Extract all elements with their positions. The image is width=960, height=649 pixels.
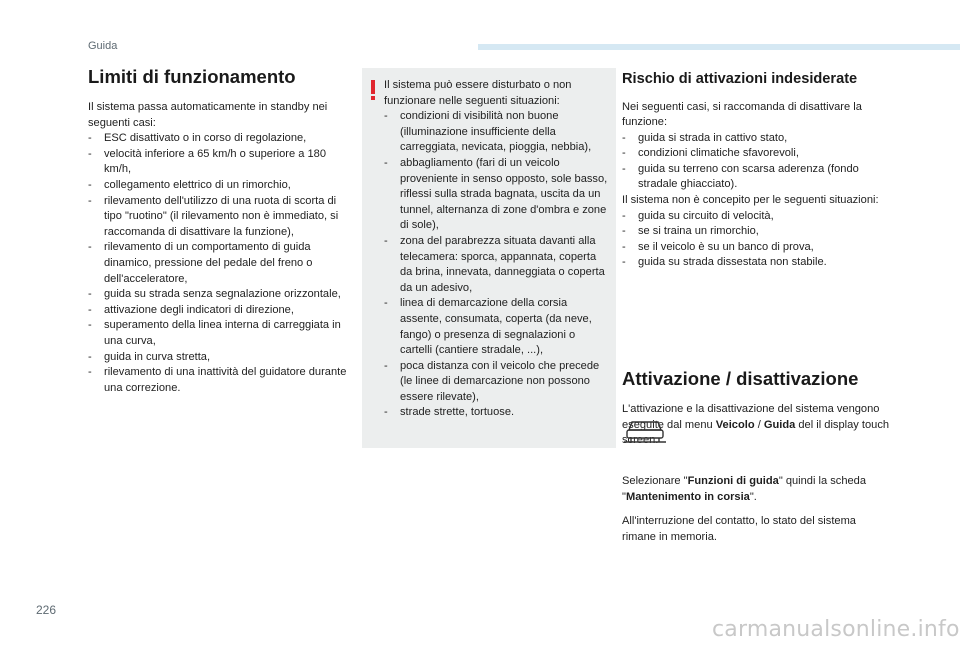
list-item: - guida su strada dissestata non stabile. — [622, 256, 827, 269]
risk-title: Rischio di attivazioni indesiderate — [622, 71, 858, 87]
warning-box — [362, 68, 616, 448]
list-item: - superamento della linea interna di carreggiata in una curva, — [88, 319, 341, 347]
list-item: - condizioni climatiche sfavorevoli, — [622, 147, 799, 160]
limits-list — [88, 131, 350, 396]
list-item: - ESC disattivato o in corso di regolazione, — [88, 132, 307, 145]
list-item: - abbagliamento (fari di un veicolo proveniente in senso opposto, sole basso, riflessi sulla strada bagnata, uscita da un tunnel, alternanza di zone d'ombra e zone di sole), — [384, 156, 608, 232]
risk-list-a — [622, 131, 892, 193]
list-item: - rilevamento dell'utilizzo di una ruota di scorta di tipo "ruotino" (il rilevamento non è immediato, si raccomanda di disattivare la funzione), — [88, 194, 339, 238]
list-item: - guida si strada in cattivo stato, — [622, 131, 788, 144]
activation-block — [622, 402, 892, 449]
memory-note: All'interruzione del contatto, lo stato del sistema rimane in memoria. — [622, 515, 856, 543]
list-item: - zona del parabrezza situata davanti alla telecamera: sporca, appannata, coperta da brina, innevata, danneggiata o coperta da un adesivo, — [384, 234, 605, 294]
list-item: - velocità inferiore a 65 km/h o superiore a 180 km/h, — [88, 147, 326, 176]
activation-title: Attivazione / disattivazione — [622, 368, 859, 389]
list-item: - rilevamento di una inattività del guidatore durante una correzione. — [88, 366, 347, 394]
list-item: - se il veicolo è su un banco di prova, — [622, 240, 814, 253]
warning-list — [384, 109, 610, 421]
list-item: - guida su circuito di velocità, — [622, 209, 774, 222]
header-bar — [478, 44, 960, 50]
list-item: - se si traina un rimorchio, — [622, 225, 759, 238]
list-item: - condizioni di visibilità non buone (illuminazione insufficiente della carreggiata, nevicata, pioggia, nebbia), — [384, 110, 592, 154]
list-item: - rilevamento di un comportamento di guida dinamico, pressione del pedale del freno o dell'acceleratore, — [88, 241, 313, 285]
list-item: - strade strette, tortuose. — [384, 406, 515, 419]
list-item: - collegamento elettrico di un rimorchio, — [88, 178, 291, 191]
list-item: - guida su terreno con scarsa aderenza (fondo stradale ghiacciato). — [622, 162, 859, 191]
risk-middle: Il sistema non è concepito per le seguenti situazioni: — [622, 194, 879, 207]
page-number: 226 — [36, 603, 57, 617]
list-item: - poca distanza con il veicolo che precede (le linee di demarcazione non possono essere rilevate), — [384, 359, 600, 403]
activation-text: L'attivazione e la disattivazione del sistema vengono eseguite dal menu Veicolo / Guida del il display touch screen. — [622, 403, 890, 447]
limits-section — [88, 66, 350, 396]
list-item: - guida in curva stretta, — [88, 350, 211, 363]
list-item: - guida su strada senza segnalazione orizzontale, — [88, 288, 341, 301]
risk-intro: Nei seguenti casi, si raccomanda di disattivare la funzione: — [622, 100, 862, 129]
warning-intro: Il sistema può essere disturbato o non funzionare nelle seguenti situazioni: — [384, 79, 572, 107]
selection-instruction: Selezionare "Funzioni di guida" quindi la scheda "Mantenimento in corsia". — [622, 475, 867, 503]
watermark: carmanualsonline.info — [712, 617, 960, 642]
list-item: - linea di demarcazione della corsia assente, consumata, coperta (da neve, fango) o presenza di segnalazioni o cartelli (cantiere stradale, ...), — [384, 297, 592, 357]
limits-title: Limiti di funzionamento — [88, 66, 296, 87]
risk-section — [622, 66, 892, 543]
car-lane-icon — [622, 416, 668, 446]
risk-list-b — [622, 209, 892, 271]
limits-intro: Il sistema passa automaticamente in standby nei seguenti casi: — [88, 101, 328, 129]
list-item: - attivazione degli indicatori di direzione, — [88, 303, 294, 316]
section-label: Guida — [88, 40, 118, 52]
warning-exclamation-icon — [370, 80, 376, 100]
